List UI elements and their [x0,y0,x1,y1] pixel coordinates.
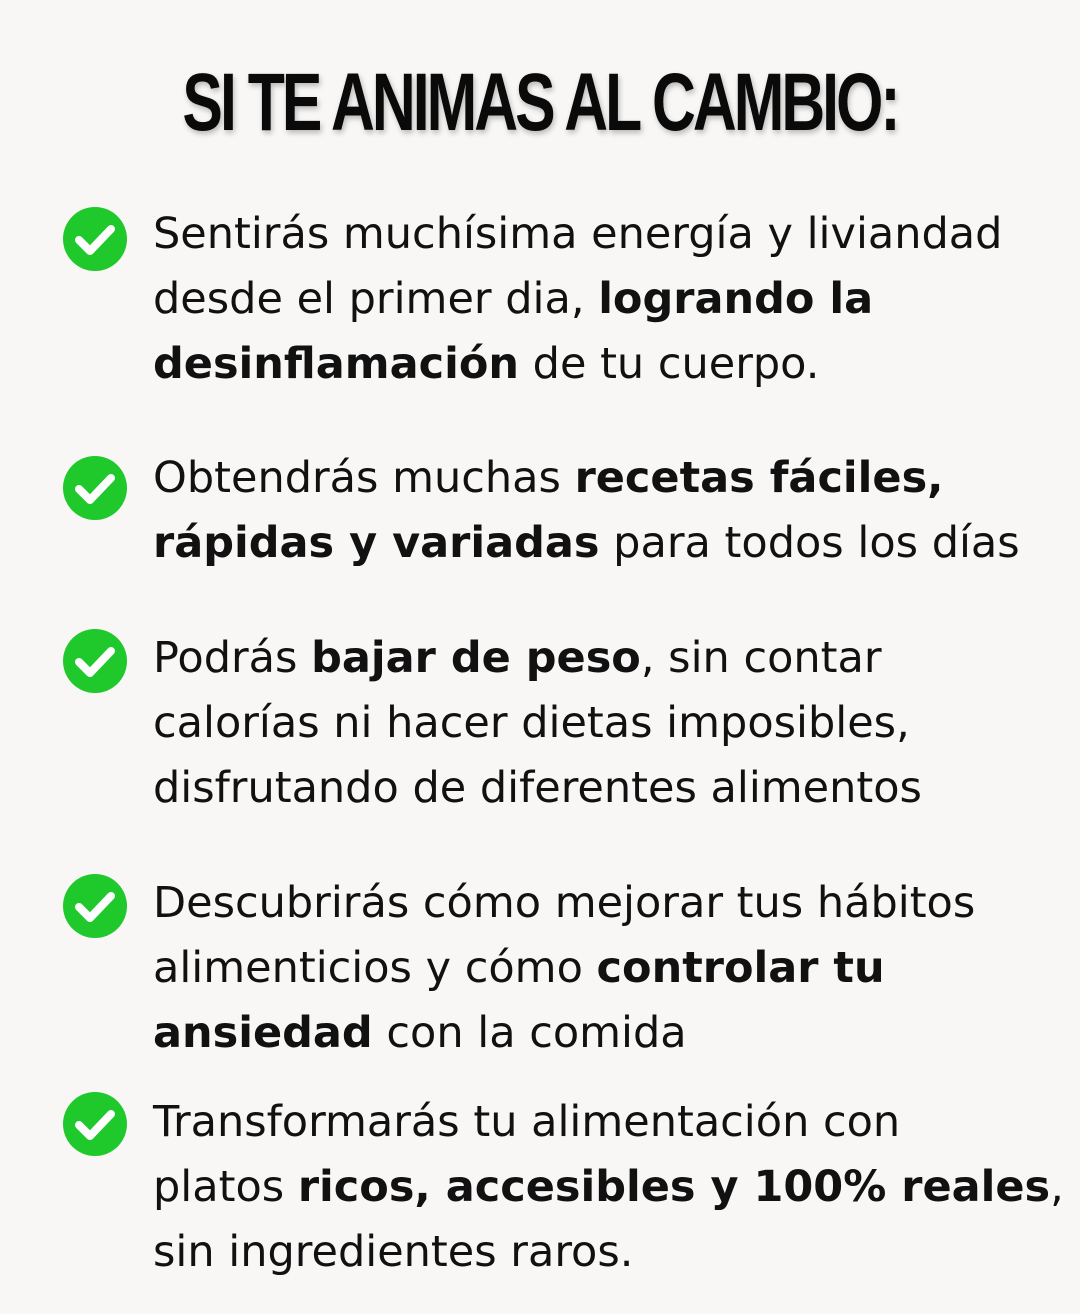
item-text-segment: de tu cuerpo. [518,339,820,389]
item-text [153,871,1043,1066]
item-text [153,446,1043,576]
item-text-line [153,1090,1043,1155]
item-text-line [153,332,1043,397]
item-text [153,626,1043,821]
item-text [153,202,1043,397]
item-text-bold: bajar de peso [311,633,641,683]
item-text-segment: platos [153,1162,298,1212]
checkmark-circle-icon [62,628,128,694]
item-text-line [153,1155,1064,1220]
item-text-segment: , [1050,1162,1064,1212]
item-text-segment: Descubrirás cómo mejorar tus hábitos [153,878,976,928]
checkmark-circle-icon [62,455,128,521]
checkmark-circle-icon [62,873,128,939]
item-text-segment: con la comida [372,1008,687,1058]
item-text-line [153,936,1043,1001]
item-text-line [153,626,1043,691]
item-text-segment: para todos los días [599,518,1020,568]
item-text-line [153,691,1043,756]
item-text-segment: Obtendrás muchas [153,453,575,503]
item-text-line [153,1001,1043,1066]
checkmark-circle-icon [62,206,128,272]
item-text-segment: calorías ni hacer dietas imposibles, [153,698,910,748]
item-text-segment: Transformarás tu alimentación con [153,1097,901,1147]
item-text-bold: recetas fáciles, [574,453,944,503]
item-text-segment: sin ingredientes raros. [153,1227,634,1277]
item-text-bold: ricos, accesibles y 100% reales [297,1162,1051,1212]
item-text-line [153,871,1043,936]
item-text-segment: desde el primer dia, [153,274,599,324]
item-text-line [153,1220,1043,1285]
item-text-segment: , sin contar [640,633,882,683]
item-text-line [153,446,1043,511]
item-text-segment: Podrás [153,633,312,683]
item-text-bold: controlar tu [596,943,885,993]
item-text-line [153,756,1043,821]
checkmark-circle-icon [62,1091,128,1157]
item-text-bold: logrando la [598,274,874,324]
item-text-segment: Sentirás muchísima energía y liviandad [153,209,1003,259]
item-text-bold: desinflamación [153,339,519,389]
item-text-segment: disfrutando de diferentes alimentos [153,763,922,813]
item-text-bold: rápidas y variadas [153,518,600,568]
item-text-line [153,267,1043,332]
item-text-bold: ansiedad [153,1008,373,1058]
item-text-line [153,202,1043,267]
item-text-line [153,511,1043,576]
page-title: SI TE ANIMAS AL CAMBIO: [182,57,898,148]
item-text-segment: alimenticios y cómo [153,943,597,993]
item-text [153,1090,1064,1285]
